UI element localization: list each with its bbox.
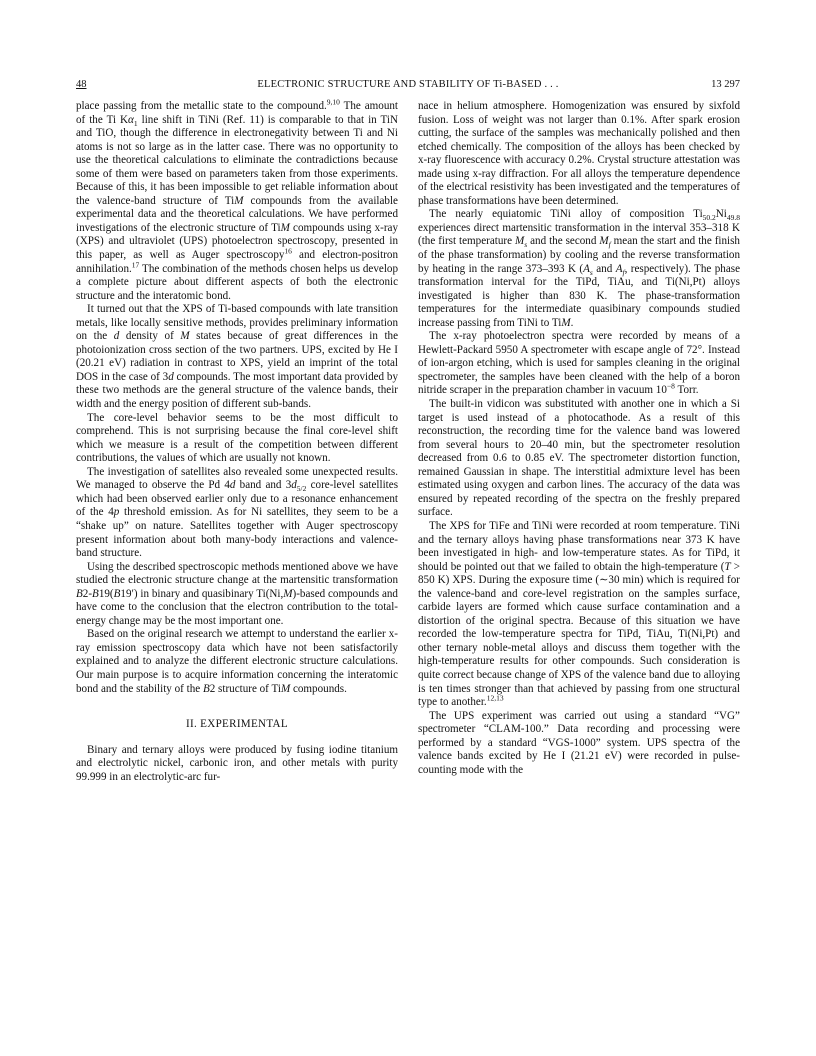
- left-column: [76, 97, 399, 784]
- paragraph: place passing from the metallic state to the compound.$^{9,10}$ The amount of the Ti $K\alpha_1$ line shift in TiNi (Ref. 11) is comparable to that in TiN and TiO, though the difference in electronegativity between Ti and Ni atoms is not so large as in the latter case. There was no opportunity to use the theoretical calculations to eliminate the contradictions because some of them were based on parameters taken from those experiments. Because of this, it has been impossible to get reliable information about the valence-band structure of TiM compounds from the available experimental data and the theoretical calculations. We have performed investigations of the electronic structure of TiM compounds using x-ray (XPS) and ultraviolet (UPS) photoelectron spectroscopy, presented in this paper, as well as Auger spectroscopy$^{16}$ and electron-positron annihilation.$^{17}$ The combination of the methods chosen helps us develop a complete picture about different aspects of both the electronic structure and the interatomic bond.: [76, 97, 398, 302]
- volume-page-number: 13 297: [711, 79, 740, 90]
- right-column: [418, 100, 740, 777]
- citation: 12,13: [486, 693, 504, 703]
- paragraph: The core-level behavior seems to be the most difficult to comprehend. This is not surprising because the final core-level shift which we measure is a result of the competition between different contributions, the values of which are usually not known.: [76, 411, 398, 465]
- paragraph: Using the described spectroscopic methods mentioned above we have studied the electronic structure change at the martensitic transformation B2-B19(B19′) in binary and quasibinary Ti(Ni,M)-based compounds and have come to the conclusion that the electron contribution to the total-energy change may be the most important one.: [76, 560, 398, 627]
- citation: 16: [284, 246, 292, 256]
- paragraph: The built-in vidicon was substituted with another one in which a Si target is used instead of a photocathode. As a result of this reconstruction, the recording time for the valence band was lowered from several hours to 20–40 min, but the spectrometer resolution decreased from 0.6 to 0.85 eV. The spectrometer distortion function, remained Gaussian in shape. The interstitial admixture level has been estimated using oxygen and carbon lines. The accuracy of the data was ensured by repeated recording of the spectra on the freshly prepared surface.: [418, 398, 740, 519]
- paragraph: The XPS for TiFe and TiNi were recorded at room temperature. TiNi and the ternary alloys having phase transformations near 373 K have been investigated in high- and low-temperature states. As for TiPd, it should be pointed out that we failed to obtain the high-temperature (T > 850 K) XPS. During the exposure time (∼30 min) which is required for the valence-band and core-level registration on the samples surface, carbide layers are formed which cause surface contamination and a distortion of the original spectra. Because of this situation we have recorded the low-temperature spectra for TiPd, TiAu, Ti(Ni,Pt) and other ternary noble-metal alloys and discuss them together with the high-temperature results for other compounds. Such consideration is quite correct because change of XPS of the valence band due to alloying is ten times stronger than that achieved by passing from one structural type to another.$^{12,13}$: [418, 519, 741, 709]
- paragraph: The investigation of satellites also revealed some unexpected results. We managed to observe the Pd 4d band and $3d_{5/2}$ core-level satellites which had been observed earlier only due to a resonance enhancement of the 4p threshold emission. As for Ni satellites, they seem to be a “shake up” on nature. Satellites together with Auger spectroscopy present information about both many-body interactions and valence-band structure.: [76, 465, 399, 560]
- paragraph: Based on the original research we attempt to understand the earlier x-ray emission spectroscopy data which have not been satisfactorily explained and to analyze the different electronic structure calculations. Our main purpose is to acquire information concerning the interatomic bond and the stability of the B2 structure of TiM compounds.: [76, 628, 398, 695]
- running-head: [76, 79, 740, 93]
- paragraph: The UPS experiment was carried out using a standard “VG” spectrometer “CLAM-100.” Data recording and processing were performed by a standard “VGS-1000” system. UPS spectra of the valence bands excited by He I (21.21 eV) were recorded in pulse-counting mode with the: [418, 709, 740, 776]
- paragraph: nace in helium atmosphere. Homogenization was ensured by sixfold fusion. Loss of weight was not larger than 0.1%. After spark erosion cutting, the surface of the samples was mechanically polished and then etched chemically. The composition of the alloys has been checked by x-ray fluorescence with accuracy 0.2%. Crystal structure attestation was made using x-ray diffraction. For all alloys the temperature dependence of the electrical resistivity has been investigated and the temperatures of phase transformations have been determined.: [418, 100, 740, 207]
- paragraph: The x-ray photoelectron spectra were recorded by means of a Hewlett-Packard 5950 A spectrometer with escape angle of 72°. Instead of ion-argon etching, which is used for samples cleaning in the original spectrometer, the samples have been cleaned with the help of a boron nitride scraper in the preparation chamber in vacuum $10^{-8}$ Torr.: [418, 330, 740, 397]
- paragraph: It turned out that the XPS of Ti-based compounds with late transition metals, like locally sensitive methods, provides preliminary information on the d density of M states because of great differences in the photoionization cross section of the two partners. UPS, excited by He I (20.21 eV) radiation in contrast to XPS, yield an imprint of the total DOS in the case of 3d compounds. The most important data provided by these two methods are the general structure of the valence bands, their width and the energy position of different sub-bands.: [76, 303, 398, 411]
- paragraph: The nearly equiatomic TiNi alloy of composition $Ti_{50.2}Ni_{49.8}$ experiences direct martensitic transformation in the interval 353–318 K (the first temperature $M_s$ and the second $M_f$ mean the start and the finish of the phase transformation) by cooling and the reverse transformation by heating in the range 373–393 K ($A_s$ and $A_f$, respectively). The phase transformation interval for the TiPd, TiAu, and Ti(Ni,Pt) alloys investigated is higher than 830 K. The phase-transformation temperatures for the intermediate quasibinary compounds studied increase passing from TiNi to TiM.: [418, 208, 740, 329]
- citation: 9,10: [326, 97, 340, 107]
- running-title: ELECTRONIC STRUCTURE AND STABILITY OF Ti-BASED . . .: [257, 79, 559, 90]
- paragraph: Binary and ternary alloys were produced by fusing iodine titanium and electrolytic nickel, carbonic iron, and other metals with purity 99.999 in an electrolytic-arc fur-: [76, 743, 398, 783]
- citation: 17: [131, 259, 140, 269]
- page-number: 48: [76, 79, 87, 90]
- section-heading: II. EXPERIMENTAL: [186, 718, 288, 731]
